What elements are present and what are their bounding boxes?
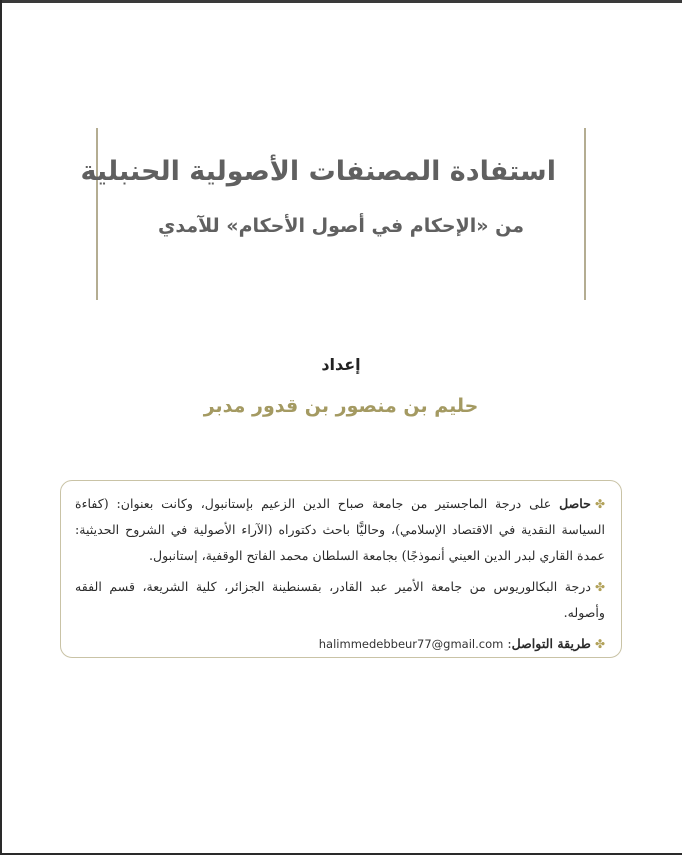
- bio-item-contact: [75, 631, 605, 657]
- author-name: حليم بن منصور بن قدور مدبر: [203, 395, 479, 417]
- bio-text: على درجة الماجستير من جامعة صباح الدين الزعيم بإستانبول، وكانت بعنوان: (كفاءة السياسة النقدية في الاقتصاد الإسلامي)، وحاليًّا باحث دكتوراه (الآراء الأصولية في الشروح الحديثية: عمدة القاري لبدر الدين العيني أنموذجًا) بجامعة السلطان محمد الفاتح الوقفية، إستانبول.: [75, 496, 605, 563]
- prepared-by-label: إعداد: [321, 355, 361, 374]
- bio-lead: حاصل: [559, 496, 591, 511]
- flower-bullet-icon: ✤: [594, 580, 605, 594]
- contact-label: طريقة التواصل: [511, 636, 591, 651]
- page-frame-left: [0, 0, 2, 855]
- contact-separator: :: [503, 636, 512, 651]
- flower-bullet-icon: ✤: [594, 497, 605, 511]
- title-block: [80, 128, 586, 300]
- document-subtitle: من «الإحكام في أصول الأحكام» للآمدي: [157, 215, 525, 237]
- page-frame-top: [0, 0, 682, 3]
- author-bio-box: [60, 480, 622, 658]
- bio-text: درجة البكالوريوس من جامعة الأمير عبد القادر، بقسنطينة الجزائر، كلية الشريعة، قسم الفقه وأصوله.: [75, 579, 605, 620]
- bio-item-masters: [75, 491, 605, 569]
- flower-bullet-icon: ✤: [594, 637, 605, 651]
- contact-email[interactable]: halimmedebbeur77@gmail.com: [318, 637, 504, 651]
- document-title: استفادة المصنفات الأصولية الحنبلية: [80, 156, 556, 187]
- bio-item-bachelors: [75, 574, 605, 626]
